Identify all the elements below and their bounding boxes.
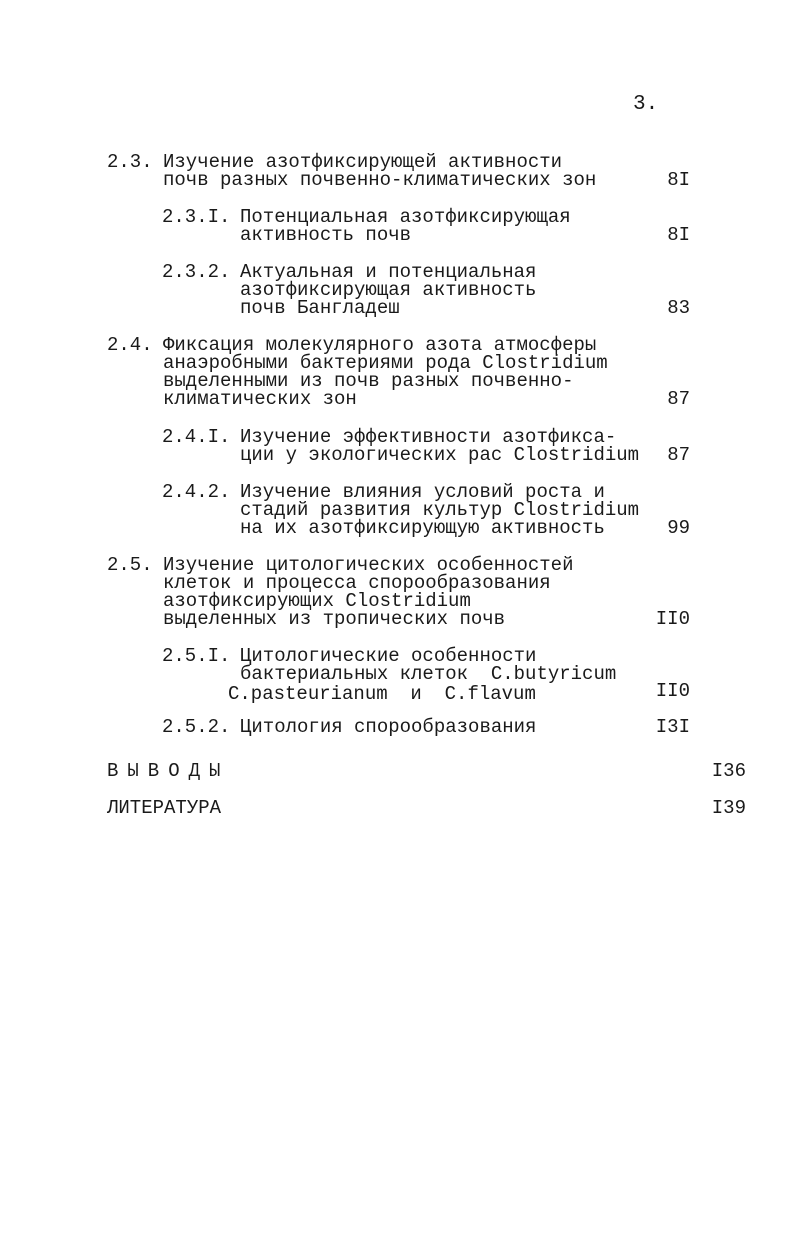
- section-title-line: на их азотфиксирующую активность: [240, 517, 605, 539]
- section-title-line: бактериальных клеток C.butyricum: [240, 663, 617, 685]
- section-title-line: выделенными из почв разных почвенно-: [163, 370, 574, 392]
- section-title-line: азотфиксирующих Clostridium: [163, 590, 471, 612]
- section-title-line: Изучение эффективности азотфикса-: [240, 426, 617, 448]
- section-title-line: Изучение азотфиксирующей активности: [163, 151, 563, 173]
- section-title-line: стадий развития культур Clostridium: [240, 499, 640, 521]
- section-title-line: почв разных почвенно-климатических зон: [163, 169, 597, 191]
- section-title-line: активность почв: [240, 224, 412, 246]
- section-title-line: климатических зон: [163, 388, 357, 410]
- page-ref: II0: [655, 680, 690, 702]
- section-title-line: клеток и процесса спорообразования: [163, 572, 551, 594]
- page-ref: 8I: [667, 224, 690, 246]
- section-number: 2.3.: [107, 151, 153, 173]
- section-title-line: C.pasteurianum и C.flavum: [228, 683, 536, 705]
- section-title-line: Актуальная и потенциальная: [240, 261, 537, 283]
- section-number: 2.5.I.: [162, 645, 231, 667]
- section-title-line: ции у экологических рас Clostridium: [240, 444, 640, 466]
- section-number: 2.4.2.: [162, 481, 231, 503]
- page-ref: I3I: [655, 716, 690, 738]
- page-ref: 87: [667, 444, 690, 466]
- page-ref: I36: [711, 760, 746, 782]
- page-ref: I39: [711, 797, 746, 819]
- section-title-line: Цитология спорообразования: [240, 716, 537, 738]
- section-title-line: Изучение цитологических особенностей: [163, 554, 574, 576]
- page-ref: 8I: [667, 169, 690, 191]
- section-title-line: анаэробными бактериями рода Clostridium: [163, 352, 608, 374]
- section-title-line: Изучение влияния условий роста и: [240, 481, 605, 503]
- section-number: 2.5.2.: [162, 716, 231, 738]
- section-number: 2.4.I.: [162, 426, 231, 448]
- section-number: 2.4.: [107, 334, 153, 356]
- page-ref: II0: [655, 608, 690, 630]
- section-number: 2.3.I.: [162, 206, 231, 228]
- page-number: 3.: [633, 93, 659, 116]
- section-title-line: ВЫВОДЫ: [107, 760, 230, 782]
- page-ref: 87: [667, 388, 690, 410]
- section-title-line: Потенциальная азотфиксирующая: [240, 206, 571, 228]
- section-number: 2.3.2.: [162, 261, 231, 283]
- page-ref: 99: [667, 517, 690, 539]
- section-number: 2.5.: [107, 554, 153, 576]
- page-ref: 83: [667, 297, 690, 319]
- section-title-line: почв Бангладеш: [240, 297, 400, 319]
- section-title-line: Цитологические особенности: [240, 645, 537, 667]
- section-title-line: Фиксация молекулярного азота атмосферы: [163, 334, 597, 356]
- section-title-line: выделенных из тропических почв: [163, 608, 506, 630]
- section-title-line: ЛИТЕРАТУРА: [107, 797, 222, 819]
- section-title-line: азотфиксирующая активность: [240, 279, 537, 301]
